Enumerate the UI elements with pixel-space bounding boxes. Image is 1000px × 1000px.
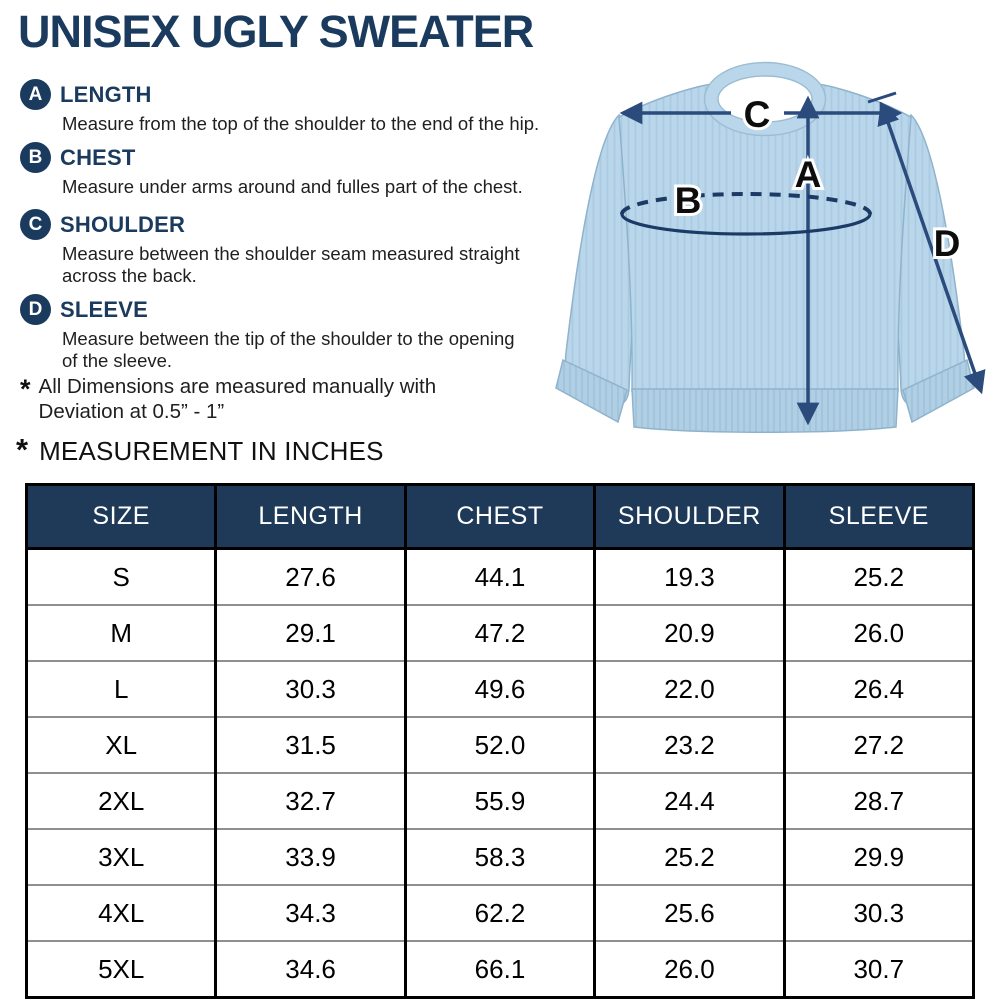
size-label: XL (27, 717, 216, 773)
column-header-chest: CHEST (405, 485, 594, 549)
table-row (27, 885, 974, 941)
table-row (27, 605, 974, 661)
measurement-value: 49.6 (405, 661, 594, 717)
table-row (27, 773, 974, 829)
measure-description: Measure under arms around and fulles part of the chest. (62, 176, 523, 197)
measure-item-head (20, 294, 530, 325)
measurement-value: 27.6 (216, 549, 405, 606)
measurement-value: 27.2 (784, 717, 973, 773)
measure-label: SLEEVE (60, 296, 149, 322)
sweater-illustration (555, 55, 1000, 467)
measure-item-head (20, 209, 530, 240)
measure-item-chest (20, 142, 582, 198)
measurement-value: 26.4 (784, 661, 973, 717)
measurement-value: 30.7 (784, 941, 973, 998)
table-row (27, 941, 974, 998)
badge-letter: A (28, 83, 43, 105)
deviation-note-line2: Deviation at 0.5” - 1” (38, 400, 225, 423)
asterisk: * (20, 374, 31, 404)
measurement-value: 22.0 (595, 661, 784, 717)
measure-item-head (20, 142, 582, 173)
column-header-length: LENGTH (216, 485, 405, 549)
measurement-value: 33.9 (216, 829, 405, 885)
units-heading (16, 433, 384, 467)
diagram-label-b: B (674, 180, 702, 221)
measurement-value: 31.5 (216, 717, 405, 773)
measurement-value: 29.9 (784, 829, 973, 885)
measurement-value: 28.7 (784, 773, 973, 829)
table-row (27, 829, 974, 885)
column-header-sleeve: SLEEVE (784, 485, 973, 549)
badge-letter: D (28, 298, 43, 320)
column-header-shoulder: SHOULDER (595, 485, 784, 549)
measurement-value: 25.6 (595, 885, 784, 941)
measure-description: Measure from the top of the shoulder to the end of the hip. (62, 113, 540, 134)
measurement-value: 34.6 (216, 941, 405, 998)
table-row (27, 661, 974, 717)
measure-description: Measure between the shoulder seam measured straight across the back. (62, 243, 520, 287)
measurement-value: 47.2 (405, 605, 594, 661)
size-label: L (27, 661, 216, 717)
size-table (25, 483, 975, 999)
letter-badge-d (20, 294, 51, 325)
measurement-value: 66.1 (405, 941, 594, 998)
measurement-value: 26.0 (784, 605, 973, 661)
measurement-value: 58.3 (405, 829, 594, 885)
measure-item-shoulder (20, 209, 530, 287)
measurement-value: 20.9 (595, 605, 784, 661)
measurement-value: 34.3 (216, 885, 405, 941)
measure-description: Measure between the tip of the shoulder to the opening of the sleeve. (62, 328, 515, 372)
measurement-value: 24.4 (595, 773, 784, 829)
asterisk: * (16, 432, 29, 467)
deviation-note-line1: All Dimensions are measured manually with (38, 375, 437, 398)
measurement-value: 30.3 (216, 661, 405, 717)
measurement-value: 25.2 (784, 549, 973, 606)
table-row (27, 717, 974, 773)
table-row (27, 549, 974, 606)
badge-letter: B (28, 146, 43, 168)
measurement-value: 44.1 (405, 549, 594, 606)
measure-item-sleeve (20, 294, 530, 372)
measurement-value: 29.1 (216, 605, 405, 661)
diagram-label-d: D (933, 223, 961, 264)
measure-label: SHOULDER (60, 211, 186, 237)
measurement-value: 25.2 (595, 829, 784, 885)
measurement-value: 32.7 (216, 773, 405, 829)
units-heading-text: MEASUREMENT IN INCHES (39, 436, 384, 466)
letter-badge-b (20, 142, 51, 173)
measurement-value: 55.9 (405, 773, 594, 829)
measurement-value: 26.0 (595, 941, 784, 998)
measure-item-head (20, 79, 582, 110)
table-header-row (27, 485, 974, 549)
size-label: 5XL (27, 941, 216, 998)
deviation-note (20, 374, 436, 424)
size-label: 4XL (27, 885, 216, 941)
size-label: 2XL (27, 773, 216, 829)
diagram-label-a: A (794, 154, 822, 195)
size-label: S (112, 561, 130, 592)
column-header-size: SIZE (27, 485, 216, 549)
measurement-value: 19.3 (595, 549, 784, 606)
measurement-value: 30.3 (784, 885, 973, 941)
letter-badge-c (20, 209, 51, 240)
page-title: UNISEX UGLY SWEATER (18, 6, 534, 57)
deviation-note-text (39, 374, 437, 424)
badge-letter: C (28, 213, 43, 235)
measurement-value: 62.2 (405, 885, 594, 941)
letter-badge-a (20, 79, 51, 110)
diagram-label-c: C (743, 94, 771, 135)
measurement-value: 23.2 (595, 717, 784, 773)
measure-label: LENGTH (60, 81, 152, 107)
measurement-value: 52.0 (405, 717, 594, 773)
size-label: M (27, 605, 216, 661)
measure-item-length (20, 79, 582, 135)
measure-label: CHEST (60, 144, 136, 170)
hem-band (632, 389, 898, 432)
size-label: 3XL (27, 829, 216, 885)
